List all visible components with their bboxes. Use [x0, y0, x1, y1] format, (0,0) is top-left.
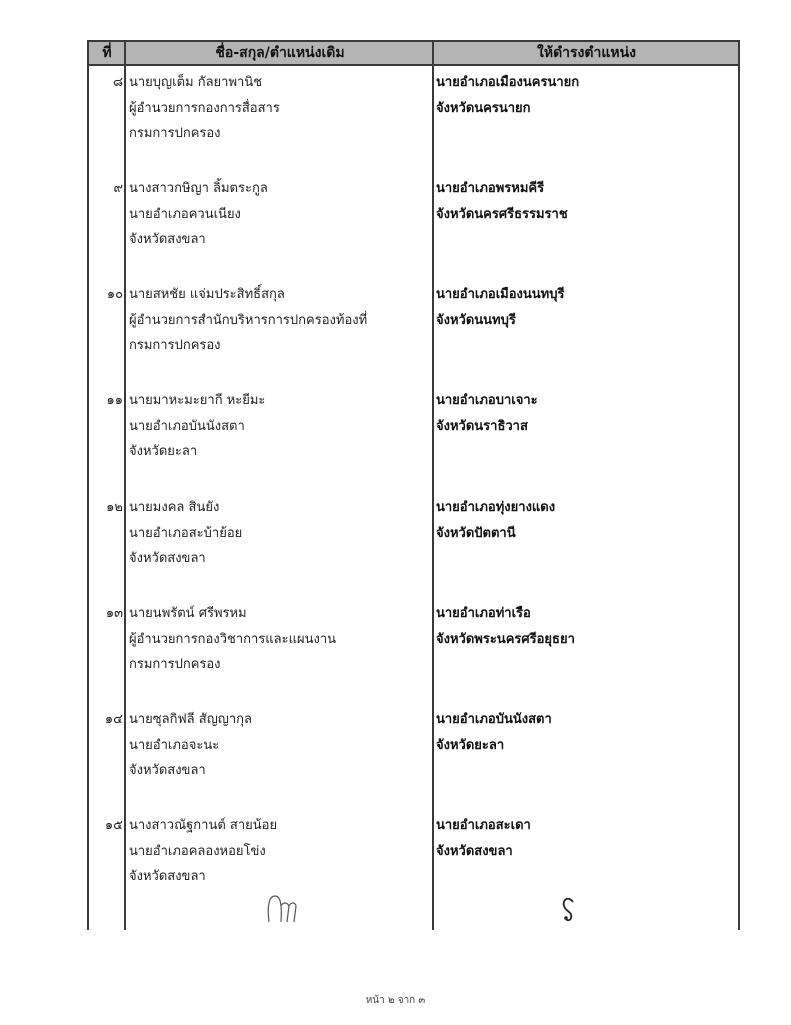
previous-position: [129, 495, 429, 572]
new-province: จังหวัดสงขลา: [436, 843, 513, 859]
previous-position: [129, 176, 429, 253]
signature-left-icon: [265, 892, 305, 926]
row-index: ๘: [112, 75, 123, 90]
new-province: จังหวัดนครศรีธรรมราช: [436, 206, 568, 222]
new-district: นายอำเภอท่าเรือ: [436, 606, 531, 621]
new-position: [436, 495, 736, 546]
position: นายอำเภอสะบ้าย้อย: [129, 525, 243, 541]
name: นายบุญเต็ม กัลยาพานิช: [129, 75, 263, 90]
location: จังหวัดสงขลา: [129, 551, 206, 566]
name: นายนพรัตน์ ศรีพรหม: [129, 606, 247, 621]
location: จังหวัดยะลา: [129, 444, 198, 459]
header-previous: ชื่อ-สกุล/ตำแหน่งเดิม: [215, 45, 345, 61]
row-index: ๑๕: [104, 818, 123, 833]
row-index: ๑๒: [106, 500, 123, 515]
position: นายอำเภอจะนะ: [129, 737, 220, 753]
position: ผู้อำนวยการกองการสื่อสาร: [129, 100, 280, 116]
page-number: หน้า ๒ จาก ๓: [365, 995, 426, 1006]
new-position: [436, 176, 736, 227]
header-index: ที่: [102, 45, 112, 61]
previous-position: [129, 813, 429, 890]
new-province: จังหวัดนนทบุรี: [436, 312, 516, 328]
signature-right-icon: [559, 894, 579, 924]
previous-position: [129, 601, 429, 678]
location: กรมการปกครอง: [129, 657, 221, 672]
location: กรมการปกครอง: [129, 338, 221, 353]
row-index: ๑๔: [104, 712, 123, 727]
position: นายอำเภอควนเนียง: [129, 206, 241, 222]
previous-position: [129, 388, 429, 465]
new-district: นายอำเภอทุ่งยางแดง: [436, 500, 556, 515]
new-province: จังหวัดนราธิวาส: [436, 418, 528, 434]
new-position: [436, 707, 736, 758]
position: ผู้อำนวยการสำนักบริหารการปกครองท้องที่: [129, 312, 368, 328]
position: ผู้อำนวยการกองวิชาการและแผนงาน: [129, 631, 337, 647]
location: จังหวัดสงขลา: [129, 232, 206, 247]
new-position: [436, 282, 736, 333]
position: นายอำเภอบันนังสตา: [129, 418, 245, 434]
previous-position: [129, 282, 429, 359]
name: นายมงคล สินยัง: [129, 500, 220, 515]
row-index: ๙: [113, 181, 123, 196]
new-district: นายอำเภอบันนังสตา: [436, 712, 552, 727]
row-index: ๑๑: [106, 393, 123, 408]
header-new-position: ให้ดำรงตำแหน่ง: [537, 45, 636, 61]
name: นางสาวกษิญา ลิ้มตระกูล: [129, 181, 268, 196]
previous-position: [129, 70, 429, 147]
appointment-table: [87, 40, 740, 930]
new-district: นายอำเภอสะเดา: [436, 818, 531, 833]
new-position: [436, 601, 736, 652]
new-district: นายอำเภอเมืองนนทบุรี: [436, 287, 565, 302]
new-province: จังหวัดปัตตานี: [436, 525, 516, 541]
previous-position: [129, 707, 429, 784]
new-position: [436, 813, 736, 864]
new-province: จังหวัดพระนครศรีอยุธยา: [436, 631, 575, 647]
table-header: [87, 40, 740, 66]
new-province: จังหวัดยะลา: [436, 737, 505, 753]
new-position: [436, 70, 736, 121]
new-district: นายอำเภอบาเจาะ: [436, 393, 538, 408]
location: กรมการปกครอง: [129, 126, 221, 141]
row-index: ๑๐: [106, 287, 123, 302]
name: นางสาวณัฐกานต์ สายน้อย: [129, 818, 278, 833]
new-province: จังหวัดนครนายก: [436, 100, 531, 116]
name: นายซุลกิฟลี สัญญากุล: [129, 712, 252, 727]
position: นายอำเภอคลองหอยโข่ง: [129, 843, 266, 859]
new-district: นายอำเภอเมืองนครนายก: [436, 75, 580, 90]
location: จังหวัดสงขลา: [129, 763, 206, 778]
name: นายมาหะมะยากี หะยีมะ: [129, 393, 266, 408]
location: จังหวัดสงขลา: [129, 869, 206, 884]
new-position: [436, 388, 736, 439]
row-index: ๑๓: [105, 606, 123, 621]
name: นายสหชัย แจ่มประสิทธิ์สกุล: [129, 287, 285, 302]
new-district: นายอำเภอพรหมคีรี: [436, 181, 545, 196]
